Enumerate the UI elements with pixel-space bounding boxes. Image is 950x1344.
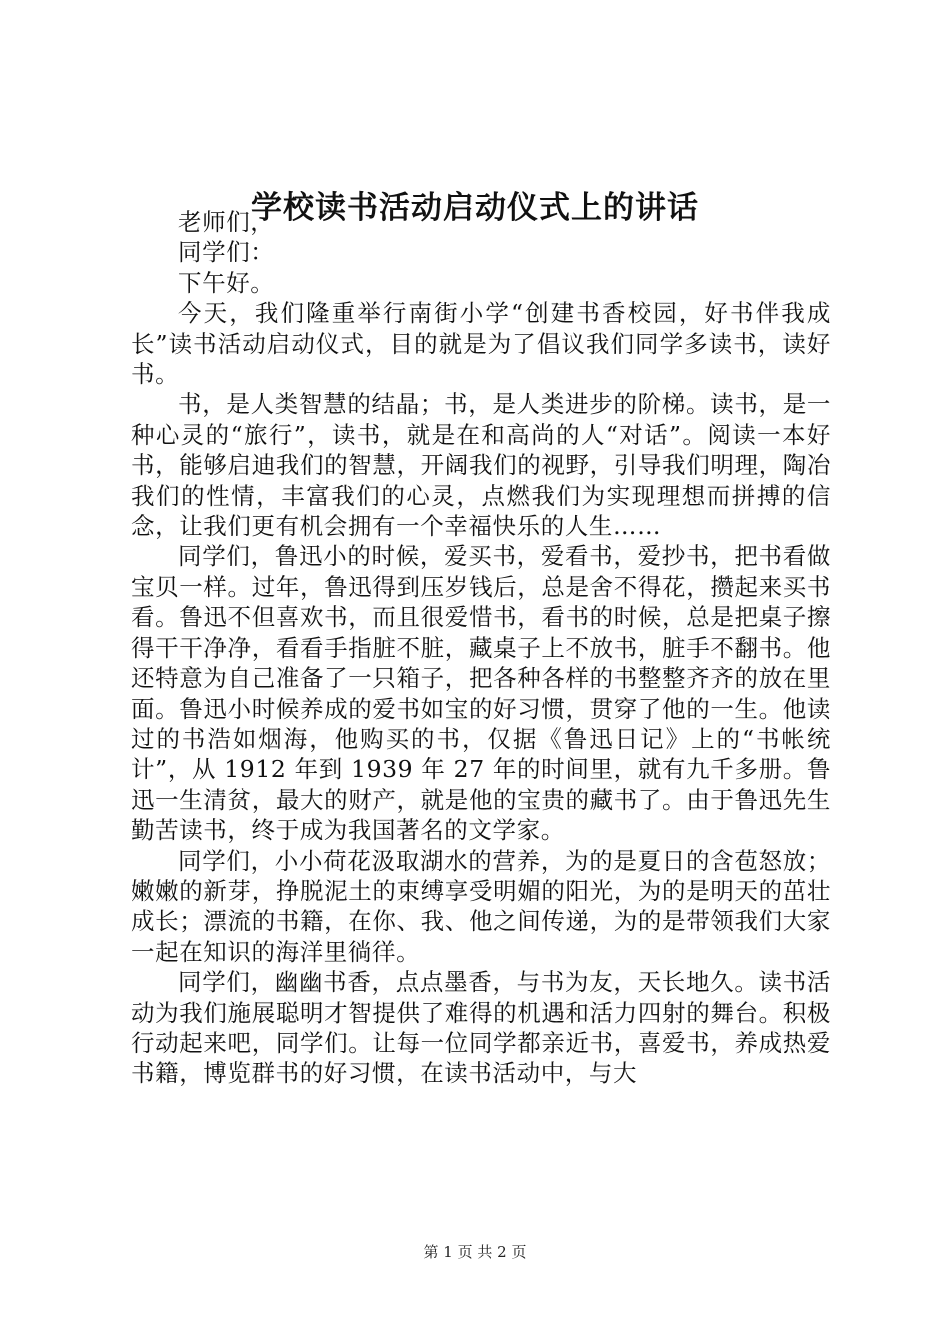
body-paragraph: 同学们，幽幽书香，点点墨香，与书为友，天长地久。读书活动为我们施展聪明才智提供了难得的机遇和活力四射的舞台。积极行动起来吧，同学们。让每一位同学都亲近书，喜爱书，养成热爱书籍，博览群书的好习惯，在读书活动中，与大 (131, 968, 831, 1088)
greeting: 下午好。 (178, 268, 275, 297)
document-title: 学校读书活动启动仪式上的讲话 (251, 190, 699, 226)
body-paragraph: 同学们，小小荷花汲取湖水的营养，为的是夏日的含苞怒放；嫩嫩的新芽，挣脱泥土的束缚享受明媚的阳光，为的是明天的茁壮成长；漂流的书籍，在你、我、他之间传递，为的是带领我们大家一起在知识的海洋里徜徉。 (131, 846, 831, 966)
document-body (131, 207, 831, 1089)
page-footer: 第 1 页 共 2 页 (423, 1243, 527, 1261)
salutation-teachers: 老师们， (178, 208, 275, 236)
body-paragraph: 今天，我们隆重举行南街小学“创建书香校园，好书伴我成长”读书活动启动仪式，目的就是为了倡议我们同学多读书，读好书。 (131, 299, 831, 389)
salutation-students: 同学们： (178, 238, 275, 267)
body-paragraph: 书，是人类智慧的结晶；书，是人类进步的阶梯。读书，是一种心灵的“旅行”，读书，就是在和高尚的人“对话”。阅读一本好书，能够启迪我们的智慧，开阔我们的视野，引导我们明理，陶冶我们的性情，丰富我们的心灵，点燃我们为实现理想而拼搏的信念，让我们更有机会拥有一个幸福快乐的人生…… (131, 390, 831, 541)
body-paragraph: 同学们，鲁迅小的时候，爱买书，爱看书，爱抄书，把书看做宝贝一样。过年，鲁迅得到压岁钱后，总是舍不得花，攒起来买书看。鲁迅不但喜欢书，而且很爱惜书，看书的时候，总是把桌子擦得干干净净，看看手指脏不脏，藏桌子上不放书，脏手不翻书。他还特意为自己准备了一只箱子，把各种各样的书整整齐齐的放在里面。鲁迅小时候养成的爱书如宝的好习惯，贯穿了他的一生。他读过的书浩如烟海，他购买的书，仅据《鲁迅日记》上的“书帐统计”，从 1912 年到 1939 年 27 年的时间里，就有九千多册。鲁迅一生清贫，最大的财产，就是他的宝贵的藏书了。由于鲁迅先生勤苦读书，终于成为我国著名的文学家。 (131, 542, 831, 845)
